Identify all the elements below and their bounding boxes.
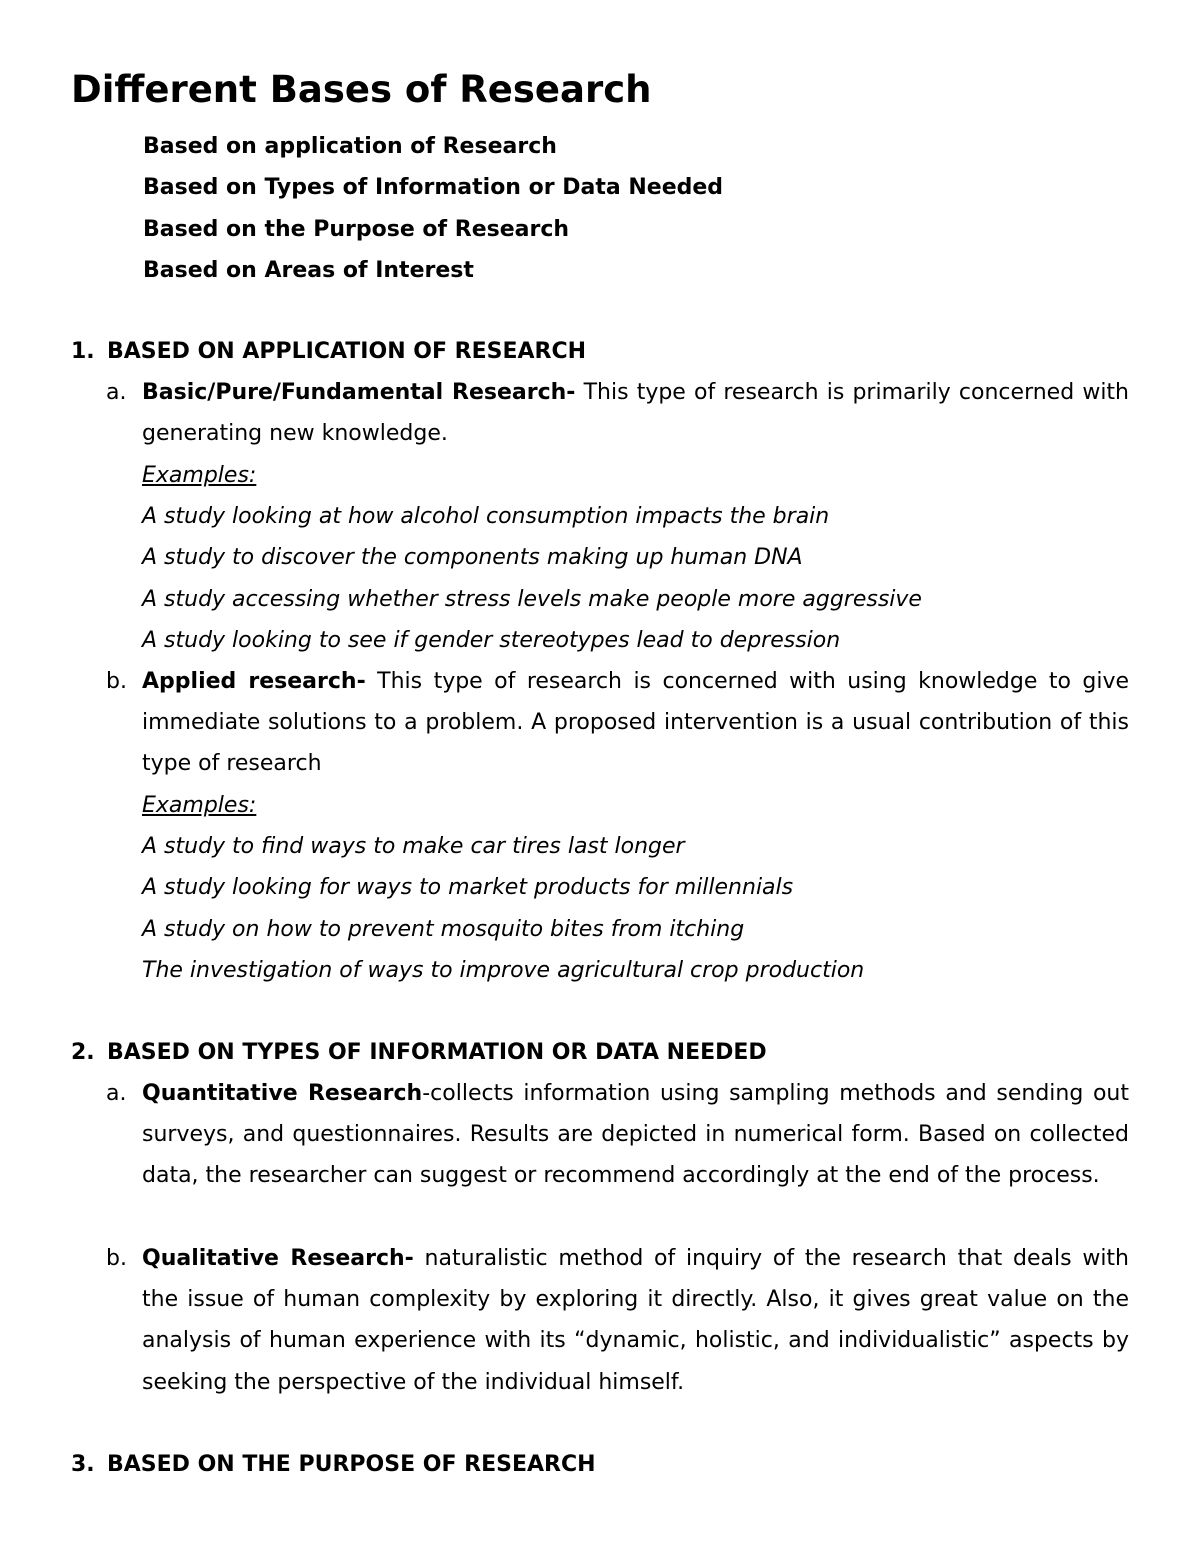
- item-text: This type of research is primarily concerned with generating new knowledge.: [142, 380, 1130, 447]
- section-number: 1.: [71, 339, 95, 364]
- examples-label: Examples:: [142, 463, 257, 488]
- example-item: A study looking to see if gender stereotypes lead to depression: [142, 627, 841, 653]
- section-title: BASED ON TYPES OF INFORMATION OR DATA NEEDED: [107, 1040, 767, 1065]
- example-item: A study looking for ways to market products for millennials: [142, 875, 794, 901]
- list-marker: b.: [106, 1246, 127, 1271]
- section-number: 2.: [71, 1040, 95, 1065]
- page-title: Different Bases of Research: [71, 68, 652, 111]
- item-body: [142, 661, 1129, 785]
- bases-list-item: Based on Areas of Interest: [143, 257, 474, 283]
- section-2-heading: [71, 1032, 767, 1073]
- example-item: A study looking at how alcohol consumption impacts the brain: [142, 504, 830, 530]
- list-marker: b.: [106, 669, 127, 694]
- bases-list-item: Based on Types of Information or Data Needed: [143, 175, 724, 201]
- item-term: Basic/Pure/Fundamental Research-: [142, 380, 576, 405]
- section-1-heading: [71, 331, 586, 372]
- section-1-item-b-examples: [142, 785, 864, 991]
- item-text: This type of research is concerned with using knowledge to give immediate solutions to a problem. A proposed intervention is a usual contribution of this type of research: [142, 669, 1130, 777]
- item-body: [142, 1238, 1129, 1403]
- item-term: Qualitative Research-: [142, 1246, 414, 1271]
- item-body: [142, 1073, 1129, 1197]
- section-number: 3.: [71, 1452, 95, 1477]
- list-marker: a.: [106, 380, 127, 405]
- item-text: -collects information using sampling methods and sending out surveys, and questionnaires. Results are depicted in numerical form. Based on collected data, the researcher can suggest or recommend accordingly at the end of the process.: [142, 1081, 1130, 1189]
- item-text: naturalistic method of inquiry of the research that deals with the issue of human complexity by exploring it directly. Also, it gives great value on the analysis of human experience with its “dynamic, holistic, and individualistic” aspects by seeking the perspective of the individual himself.: [142, 1246, 1129, 1395]
- section-3-heading: [71, 1444, 596, 1485]
- example-item: A study to find ways to make car tires last longer: [142, 834, 685, 860]
- section-1-item-b: [106, 661, 1129, 785]
- section-1-item-a-examples: [142, 455, 922, 661]
- example-item: A study on how to prevent mosquito bites from itching: [142, 916, 745, 942]
- section-title: BASED ON THE PURPOSE OF RESEARCH: [107, 1452, 596, 1477]
- list-marker: a.: [106, 1081, 127, 1106]
- example-item: A study accessing whether stress levels make people more aggressive: [142, 586, 922, 612]
- section-1-item-a: [106, 372, 1129, 454]
- example-item: The investigation of ways to improve agricultural crop production: [142, 957, 865, 983]
- item-term: Applied research-: [142, 669, 366, 694]
- example-item: A study to discover the components making up human DNA: [142, 545, 803, 571]
- item-body: [142, 372, 1129, 454]
- section-title: BASED ON APPLICATION OF RESEARCH: [107, 339, 587, 364]
- examples-label: Examples:: [142, 793, 257, 818]
- bases-list: [143, 126, 723, 291]
- bases-list-item: Based on the Purpose of Research: [143, 216, 570, 242]
- item-term: Quantitative Research: [142, 1081, 423, 1106]
- section-2-item-b: [106, 1238, 1129, 1403]
- bases-list-item: Based on application of Research: [143, 134, 557, 159]
- section-2-item-a: [106, 1073, 1129, 1197]
